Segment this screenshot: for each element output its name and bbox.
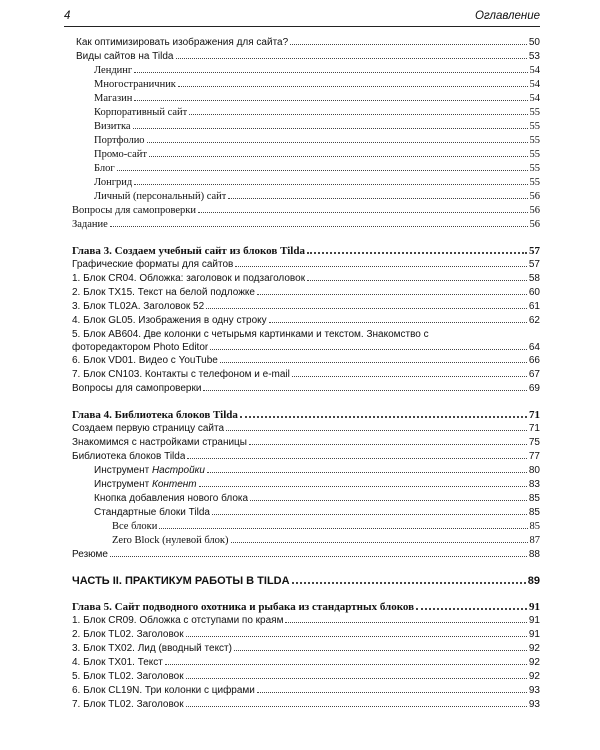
toc-entry-label: Лендинг <box>94 65 133 76</box>
toc-entry-label: 2. Блок TL02. Заголовок <box>72 629 184 640</box>
dot-leader <box>210 348 527 350</box>
dot-leader <box>207 471 527 473</box>
toc-entry[interactable] <box>72 106 540 120</box>
toc-entry-text <box>94 148 147 162</box>
toc-entry[interactable] <box>72 520 540 534</box>
toc-page-number: 64 <box>528 342 540 353</box>
toc-page-number: 55 <box>529 107 540 118</box>
toc-entry-label: 4. Блок TX01. Текст <box>72 657 163 668</box>
dot-leader <box>234 649 527 651</box>
dot-leader <box>307 251 527 254</box>
dot-leader <box>250 499 527 501</box>
dot-leader <box>134 183 527 185</box>
toc-page-number: 92 <box>528 671 540 682</box>
toc-entry[interactable] <box>72 78 540 92</box>
toc-entry[interactable] <box>72 642 540 656</box>
toc-page-number: 85 <box>528 507 540 518</box>
dot-leader <box>110 555 527 557</box>
toc-entry-label: Как оптимизировать изображения для сайта? <box>76 37 289 48</box>
toc-page-number: 54 <box>529 79 540 90</box>
dot-leader <box>186 705 527 707</box>
section-spacer <box>72 562 540 574</box>
dot-leader <box>292 375 527 377</box>
toc-entry[interactable] <box>72 162 540 176</box>
toc-entry-label: Вопросы для самопроверки <box>72 205 197 216</box>
toc-entry[interactable] <box>72 120 540 134</box>
toc-page-number: 77 <box>528 451 540 462</box>
dot-leader <box>416 607 527 610</box>
toc-page-number: 62 <box>528 315 540 326</box>
toc-entry-text <box>72 600 414 614</box>
toc-entry-label: Глава 5. Сайт подводного охотника и рыбака из стандартных блоков <box>72 601 415 613</box>
toc-page-number: 55 <box>529 135 540 146</box>
toc-entry[interactable] <box>72 36 540 50</box>
toc-entry-label: Знакомимся с настройками страницы <box>72 437 247 448</box>
toc-entry[interactable] <box>72 218 540 232</box>
toc-entry[interactable] <box>72 328 540 354</box>
section-spacer <box>72 396 540 408</box>
toc-entry-label: 3. Блок TL02A. Заголовок 52 <box>72 301 205 312</box>
toc-chapter-entry[interactable] <box>72 600 540 614</box>
toc-page-number: 57 <box>528 259 540 270</box>
toc-entry[interactable] <box>72 64 540 78</box>
section-spacer <box>72 232 540 244</box>
dot-leader <box>186 677 527 679</box>
toc-entry-label: 6. Блок CL19N. Три колонки с цифрами <box>72 685 255 696</box>
toc-page-number: 91 <box>529 601 540 613</box>
dot-leader <box>212 513 527 515</box>
table-of-contents <box>72 36 540 712</box>
toc-entry[interactable] <box>72 382 540 396</box>
toc-entry[interactable] <box>72 314 540 328</box>
toc-entry-text <box>94 478 197 492</box>
toc-entry-label: Библиотека блоков Tilda <box>72 451 186 462</box>
toc-page-number: 93 <box>528 699 540 710</box>
toc-page-number: 71 <box>528 423 540 434</box>
toc-page-number: 71 <box>529 409 540 421</box>
dot-leader <box>149 155 528 157</box>
dot-leader <box>134 99 527 101</box>
toc-entry-text <box>72 258 233 272</box>
dot-leader <box>189 113 527 115</box>
toc-entry[interactable] <box>72 614 540 628</box>
toc-entry-label: Стандартные блоки Tilda <box>94 507 210 518</box>
toc-entry-text <box>72 450 185 464</box>
toc-entry[interactable] <box>72 450 540 464</box>
toc-page-number: 60 <box>528 287 540 298</box>
toc-page-number: 85 <box>528 493 540 504</box>
toc-page-number: 92 <box>528 643 540 654</box>
toc-entry-text <box>72 408 238 422</box>
toc-entry-label: Корпоративный сайт <box>94 107 188 118</box>
dot-leader <box>117 169 528 171</box>
dot-leader <box>198 211 527 213</box>
toc-page-number: 83 <box>528 479 540 490</box>
dot-leader <box>249 443 527 445</box>
toc-entry[interactable] <box>72 628 540 642</box>
toc-entry-text <box>94 464 205 478</box>
toc-entry-text <box>72 244 305 258</box>
dot-leader <box>226 429 527 431</box>
toc-entry-text <box>94 92 132 106</box>
section-spacer <box>72 588 540 600</box>
toc-entry-text <box>72 670 184 684</box>
toc-entry-label: Блог <box>94 163 115 174</box>
dot-leader <box>228 197 527 199</box>
toc-entry-label: Многостраничник <box>94 79 176 90</box>
dot-leader <box>176 57 527 59</box>
toc-entry-label: Резюме <box>72 549 108 560</box>
toc-page-number: 66 <box>528 355 540 366</box>
toc-entry-label: 3. Блок TX02. Лид (вводный текст) <box>72 643 232 654</box>
toc-entry[interactable] <box>72 190 540 204</box>
toc-entry-label: Портфолио <box>94 135 145 146</box>
toc-entry-text-line2: фоторедактором Photo Editor <box>72 342 209 353</box>
toc-entry-label: 7. Блок CN103. Контакты с телефоном и e-mail <box>72 369 290 380</box>
toc-entry-text <box>72 314 267 328</box>
dot-leader <box>178 85 528 87</box>
dot-leader <box>290 43 527 45</box>
toc-page-number: 89 <box>527 575 540 587</box>
toc-page-number: 93 <box>528 685 540 696</box>
toc-entry-text <box>76 36 288 50</box>
toc-entry-label: Все блоки <box>112 521 158 532</box>
toc-page-number: 55 <box>529 177 540 188</box>
toc-entry-text <box>94 492 248 506</box>
toc-entry-label: Магазин <box>94 93 133 104</box>
toc-page-number: 67 <box>528 369 540 380</box>
toc-entry-text <box>94 64 132 78</box>
toc-page-number: 58 <box>528 273 540 284</box>
toc-entry[interactable] <box>72 286 540 300</box>
toc-chapter-entry[interactable] <box>72 244 540 258</box>
dot-leader <box>203 389 526 391</box>
toc-entry[interactable] <box>72 422 540 436</box>
toc-entry-text <box>94 134 145 148</box>
toc-entry[interactable] <box>72 534 540 548</box>
toc-entry-label: Промо-сайт <box>94 149 147 160</box>
dot-leader <box>133 127 528 129</box>
toc-entry-text <box>94 106 187 120</box>
toc-entry-label: Виды сайтов на Tilda <box>76 51 174 62</box>
toc-page-number: 55 <box>529 163 540 174</box>
toc-entry-label: Визитка <box>94 121 131 132</box>
toc-entry-text <box>72 698 184 712</box>
toc-entry-text <box>72 422 224 436</box>
dot-leader <box>186 635 527 637</box>
toc-part-entry[interactable] <box>72 574 540 588</box>
toc-entry-text <box>72 204 196 218</box>
dot-leader <box>147 141 528 143</box>
toc-entry[interactable] <box>72 670 540 684</box>
toc-page-number: 55 <box>529 149 540 160</box>
toc-page-number: 80 <box>528 465 540 476</box>
toc-entry[interactable] <box>72 368 540 382</box>
toc-page-number: 53 <box>528 51 540 62</box>
toc-entry-label: Создаем первую страницу сайта <box>72 423 225 434</box>
dot-leader <box>134 71 527 73</box>
dot-leader <box>199 485 527 487</box>
dot-leader <box>110 225 528 227</box>
toc-entry-label: 4. Блок GL05. Изображения в одну строку <box>72 315 267 326</box>
toc-entry[interactable] <box>72 354 540 368</box>
toc-entry[interactable] <box>72 698 540 712</box>
toc-entry[interactable] <box>72 272 540 286</box>
toc-entry-label: Zero Block (нулевой блок) <box>112 535 229 546</box>
running-title: Оглавление <box>475 10 540 22</box>
toc-entry-label: Инструмент <box>94 465 152 476</box>
toc-page-number: 55 <box>529 121 540 132</box>
toc-entry-text <box>72 642 232 656</box>
toc-entry-text <box>72 574 290 588</box>
dot-leader <box>187 457 526 459</box>
dot-leader <box>159 527 527 529</box>
toc-entry-label: Личный (персональный) сайт <box>94 191 227 202</box>
toc-entry-label: Графические форматы для сайтов <box>72 259 234 270</box>
toc-entry-label: Глава 3. Создаем учебный сайт из блоков Tilda <box>72 245 305 257</box>
toc-entry[interactable] <box>72 148 540 162</box>
toc-entry-text <box>72 218 108 232</box>
toc-entry[interactable] <box>72 258 540 272</box>
toc-entry-label: 1. Блок CR04. Обложка: заголовок и подзаголовок <box>72 273 306 284</box>
dot-leader <box>231 541 528 543</box>
toc-entry-text <box>72 628 184 642</box>
toc-page-number: 57 <box>529 245 540 257</box>
toc-entry-label: ЧАСТЬ II. ПРАКТИКУМ РАБОТЫ В TILDA <box>72 575 290 587</box>
toc-entry-label: Задание <box>72 219 108 230</box>
toc-entry-text <box>72 684 255 698</box>
toc-entry[interactable] <box>72 436 540 450</box>
toc-entry-text <box>94 162 115 176</box>
toc-entry[interactable] <box>72 50 540 64</box>
toc-entry[interactable] <box>72 478 540 492</box>
toc-entry-emphasis: Контент <box>151 479 197 490</box>
toc-entry-text <box>72 300 204 314</box>
toc-entry-text <box>94 78 176 92</box>
toc-entry-text <box>72 354 218 368</box>
toc-entry-text <box>76 50 174 64</box>
running-header <box>64 8 540 27</box>
toc-page-number: 87 <box>529 535 540 546</box>
toc-entry-emphasis: Настройки <box>151 465 205 476</box>
toc-page-number: 56 <box>529 191 540 202</box>
toc-page-number: 56 <box>529 219 540 230</box>
toc-entry-label: Глава 4. Библиотека блоков Tilda <box>72 409 238 421</box>
toc-entry[interactable] <box>72 464 540 478</box>
dot-leader <box>269 321 527 323</box>
toc-entry-text <box>72 382 201 396</box>
toc-entry[interactable] <box>72 656 540 670</box>
dot-leader <box>235 265 527 267</box>
page-number: 4 <box>64 10 71 22</box>
toc-entry-text <box>94 176 132 190</box>
toc-entry[interactable] <box>72 492 540 506</box>
toc-entry-label: Инструмент <box>94 479 152 490</box>
toc-page-number: 91 <box>528 615 540 626</box>
dot-leader <box>240 415 527 418</box>
dot-leader <box>285 621 526 623</box>
toc-entry[interactable] <box>72 506 540 520</box>
toc-entry[interactable] <box>72 176 540 190</box>
toc-entry[interactable] <box>72 684 540 698</box>
dot-leader <box>257 691 527 693</box>
toc-page-number: 91 <box>528 629 540 640</box>
toc-entry-label: Лонгрид <box>94 177 133 188</box>
toc-page-number: 88 <box>528 549 540 560</box>
toc-entry-text-line1: 5. Блок AB604. Две колонки с четырьмя картинками и текстом. Знакомство с <box>72 329 429 340</box>
toc-entry-label: 5. Блок TL02. Заголовок <box>72 671 184 682</box>
toc-entry-text <box>72 272 305 286</box>
toc-entry-text <box>72 286 255 300</box>
toc-entry-label: Кнопка добавления нового блока <box>94 493 249 504</box>
dot-leader <box>206 307 527 309</box>
toc-entry-text <box>112 520 157 534</box>
toc-page-number: 85 <box>529 521 540 532</box>
toc-entry-text <box>72 548 108 562</box>
toc-entry-label: 2. Блок TX15. Текст на белой подложке <box>72 287 255 298</box>
toc-entry[interactable] <box>72 300 540 314</box>
toc-page-number: 54 <box>529 65 540 76</box>
toc-entry-label: Вопросы для самопроверки <box>72 383 202 394</box>
toc-entry[interactable] <box>72 548 540 562</box>
toc-chapter-entry[interactable] <box>72 408 540 422</box>
toc-entry-text <box>94 190 226 204</box>
dot-leader <box>257 293 527 295</box>
toc-entry[interactable] <box>72 204 540 218</box>
dot-leader <box>292 581 526 584</box>
toc-entry-label: 7. Блок TL02. Заголовок <box>72 699 184 710</box>
toc-entry-label: 6. Блок VD01. Видео с YouTube <box>72 355 218 366</box>
toc-page-number: 69 <box>528 383 540 394</box>
toc-entry-label: 1. Блок CR09. Обложка с отступами по краям <box>72 615 284 626</box>
toc-page-number: 50 <box>528 37 540 48</box>
toc-page-number: 54 <box>529 93 540 104</box>
toc-page-number: 92 <box>528 657 540 668</box>
dot-leader <box>165 663 527 665</box>
toc-page-number: 56 <box>529 205 540 216</box>
dot-leader <box>220 361 527 363</box>
toc-page-number: 61 <box>528 301 540 312</box>
toc-entry-line2 <box>72 341 540 354</box>
toc-entry-text <box>72 436 247 450</box>
toc-page-number: 75 <box>528 437 540 448</box>
toc-entry-text <box>72 614 283 628</box>
toc-entry-text <box>94 120 131 134</box>
toc-entry-text <box>72 368 290 382</box>
toc-entry-text <box>112 534 229 548</box>
toc-entry[interactable] <box>72 134 540 148</box>
toc-entry[interactable] <box>72 92 540 106</box>
toc-entry-text <box>72 656 163 670</box>
toc-entry-text <box>94 506 210 520</box>
dot-leader <box>307 279 527 281</box>
